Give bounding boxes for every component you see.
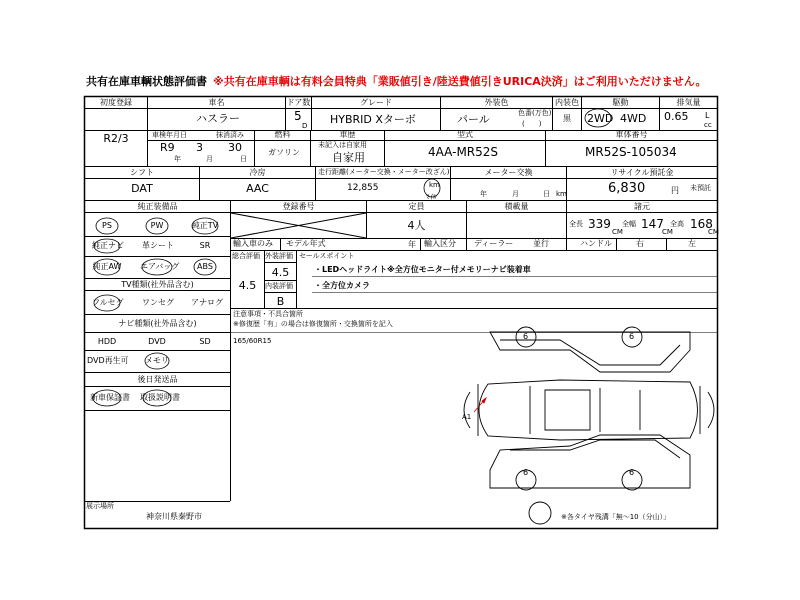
notice-text: ※共有在庫車輌は有料会員特典「業販値引き/陸送費値引きURICA決済」はご利用いただけません。 — [213, 75, 707, 88]
label-doors: ドア数 — [286, 98, 311, 107]
usage-value: 自家用 — [332, 151, 365, 164]
label-import-type: 輸入区分 — [424, 239, 456, 248]
tire-tread-front-top: 6 — [523, 332, 529, 341]
equip-sr: SR — [199, 241, 211, 250]
label-model-year: モデル年式 — [286, 239, 326, 248]
label-miles: ﾏｲﾙ — [426, 193, 437, 201]
navi-sd: SD — [199, 337, 211, 346]
label-notes: 注意事項・不具合箇所 — [233, 310, 303, 318]
label-equipment: 純正装備品 — [137, 202, 178, 211]
car-name-value: ハスラー — [196, 112, 240, 125]
label-fuel: 燃料 — [274, 130, 291, 139]
color-no-paren: ( ) — [522, 120, 542, 128]
label-inspection-done: 抹消済み — [216, 131, 244, 139]
location-value: 神奈川県秦野市 — [146, 512, 202, 521]
first-reg-value: R2/3 — [103, 132, 129, 145]
label-int-color: 内装色 — [555, 98, 579, 107]
width-value: 147 — [641, 217, 664, 231]
notes-sub: ※修復歴「有」の場合は修復箇所・交換箇所を記入 — [233, 320, 393, 328]
navi-dvd: DVD — [148, 337, 166, 346]
equip-pw: PW — [150, 221, 164, 230]
equip-ps: PS — [102, 221, 112, 230]
inspection-day: 30 — [228, 141, 242, 154]
label-ac: 冷房 — [249, 168, 266, 177]
doc-manual: 取扱説明書 — [140, 393, 180, 402]
inspection-year: R9 — [160, 141, 175, 154]
yen-label: 円 — [671, 186, 679, 195]
import-parallel: 並行 — [533, 239, 549, 248]
inspection-month: 3 — [196, 141, 203, 154]
doors-unit: D — [302, 122, 308, 130]
vin-value: MR52S-105034 — [585, 145, 677, 159]
label-meter-year: 年 — [480, 190, 487, 198]
label-inspection: 車検年月日 — [152, 131, 187, 139]
equip-navi: 純正ナビ — [92, 241, 124, 250]
displacement-unit-cc: cc — [704, 121, 712, 129]
page-title: 共有在庫車輌状態評価書 — [86, 75, 207, 88]
drive-4wd: 4WD — [620, 112, 647, 125]
label-overall-grade: 総合評価 — [232, 252, 260, 260]
int-color-value: 黒 — [563, 114, 571, 123]
selling-point-2: ・全方位カメラ — [314, 281, 370, 290]
grade-value: HYBRID Xターボ — [330, 113, 416, 126]
label-meter-day: 日 — [543, 190, 550, 198]
equip-aw: 純正AW — [92, 262, 122, 271]
ext-color-value: パール — [457, 113, 490, 126]
label-height: 全高 — [670, 220, 684, 228]
drive-2wd: 2WD — [587, 112, 614, 125]
label-drive: 駆動 — [612, 98, 629, 107]
label-capacity: 定員 — [408, 202, 425, 211]
label-first-reg: 初度登録 — [100, 98, 132, 107]
tv-oneseg: ワンセグ — [142, 298, 174, 307]
label-meter: メーター交換 — [484, 168, 533, 177]
label-usage: 車歴 — [339, 130, 356, 139]
tire-size: 165/60R15 — [233, 337, 272, 345]
equip-abs: ABS — [197, 262, 213, 271]
tire-tread-rear-top: 6 — [629, 332, 635, 341]
selling-point-1: ・LEDヘッドライト※全方位モニター付メモリーナビ装着車 — [314, 265, 531, 274]
recycle-status: 未預託 — [690, 184, 711, 192]
color-no-label: 色番(万色) — [518, 109, 552, 117]
ac-value: AAC — [246, 182, 269, 195]
capacity-value: 4人 — [407, 219, 426, 232]
label-model: 型式 — [457, 130, 473, 139]
int-grade-value: B — [276, 295, 285, 308]
model-value: 4AA-MR52S — [428, 145, 499, 159]
label-mileage: 走行距離(メーター交換・メーター改ざん) — [318, 168, 450, 176]
usage-note: 未記入は自家用 — [318, 141, 367, 149]
tv-fullseg: フルセグ — [92, 298, 124, 307]
label-ext-color: 外装色 — [484, 98, 509, 107]
label-shift: シフト — [130, 168, 154, 177]
label-day: 日 — [240, 155, 247, 163]
length-value: 339 — [588, 217, 611, 231]
label-navi-type: ナビ種類(社外品含む) — [118, 319, 197, 328]
label-load: 積載量 — [504, 202, 529, 211]
label-vin: 車体番号 — [615, 130, 648, 139]
fuel-value: ガソリン — [268, 148, 300, 157]
label-length: 全長 — [569, 220, 583, 228]
label-km: km — [429, 181, 440, 189]
handle-right: 右 — [636, 239, 644, 248]
label-import-only: 輸入車のみ — [233, 239, 273, 248]
length-unit: CM — [612, 228, 623, 236]
label-int-grade: 内装評価 — [265, 282, 293, 290]
import-dealer: ディーラー — [474, 239, 514, 248]
dvd-playable: DVD再生可 — [87, 356, 129, 365]
label-handle: ハンドル — [580, 239, 612, 248]
label-displacement: 排気量 — [676, 98, 701, 107]
label-meter-month: 月 — [512, 190, 519, 198]
tire-tread-rear-bottom: 6 — [629, 468, 635, 477]
label-meter-km: km — [556, 190, 567, 198]
damage-code: A1 — [462, 413, 472, 421]
tv-analog: アナログ — [191, 298, 223, 307]
label-month: 月 — [206, 155, 213, 163]
label-docs: 後日発送品 — [137, 375, 178, 384]
doors-value: 5 — [294, 109, 302, 123]
displacement-unit-l: L — [705, 111, 710, 120]
label-dims: 諸元 — [634, 202, 650, 211]
label-reg-no: 登録番号 — [282, 202, 315, 211]
mileage-value: 12,855 — [347, 183, 379, 193]
height-unit: CM — [708, 228, 719, 236]
label-recycle: リサイクル預託金 — [610, 168, 674, 177]
equip-tv: 純正TV — [191, 221, 219, 230]
overall-grade-value: 4.5 — [238, 279, 257, 292]
recycle-value: 6,830 — [608, 181, 646, 196]
label-car-name: 車名 — [208, 98, 225, 107]
equip-leather: 革シート — [142, 241, 174, 250]
label-model-year-unit: 年 — [408, 240, 416, 249]
label-year: 年 — [174, 155, 181, 163]
label-location: 展示場所 — [86, 502, 114, 510]
tire-tread-front-bottom: 6 — [523, 468, 529, 477]
navi-hdd: HDD — [97, 337, 117, 346]
memory-navi: メモリ — [145, 356, 169, 365]
label-width: 全幅 — [622, 220, 636, 228]
label-selling-point: セールスポイント — [299, 252, 355, 260]
label-grade: グレード — [360, 98, 392, 107]
displacement-value: 0.65 — [664, 110, 689, 123]
tire-note: ※各タイヤ残溝「無～10（分山）」 — [561, 513, 671, 521]
height-value: 168 — [690, 217, 713, 231]
label-tv-type: TV種類(社外品含む) — [121, 280, 194, 289]
width-unit: CM — [662, 228, 673, 236]
shift-value: DAT — [131, 182, 153, 195]
handle-left: 左 — [688, 239, 696, 248]
equip-airbag: エアバッグ — [140, 262, 180, 271]
label-ext-grade: 外装評価 — [265, 252, 293, 260]
ext-grade-value: 4.5 — [271, 266, 290, 279]
doc-warranty: 新車保証書 — [90, 393, 130, 402]
